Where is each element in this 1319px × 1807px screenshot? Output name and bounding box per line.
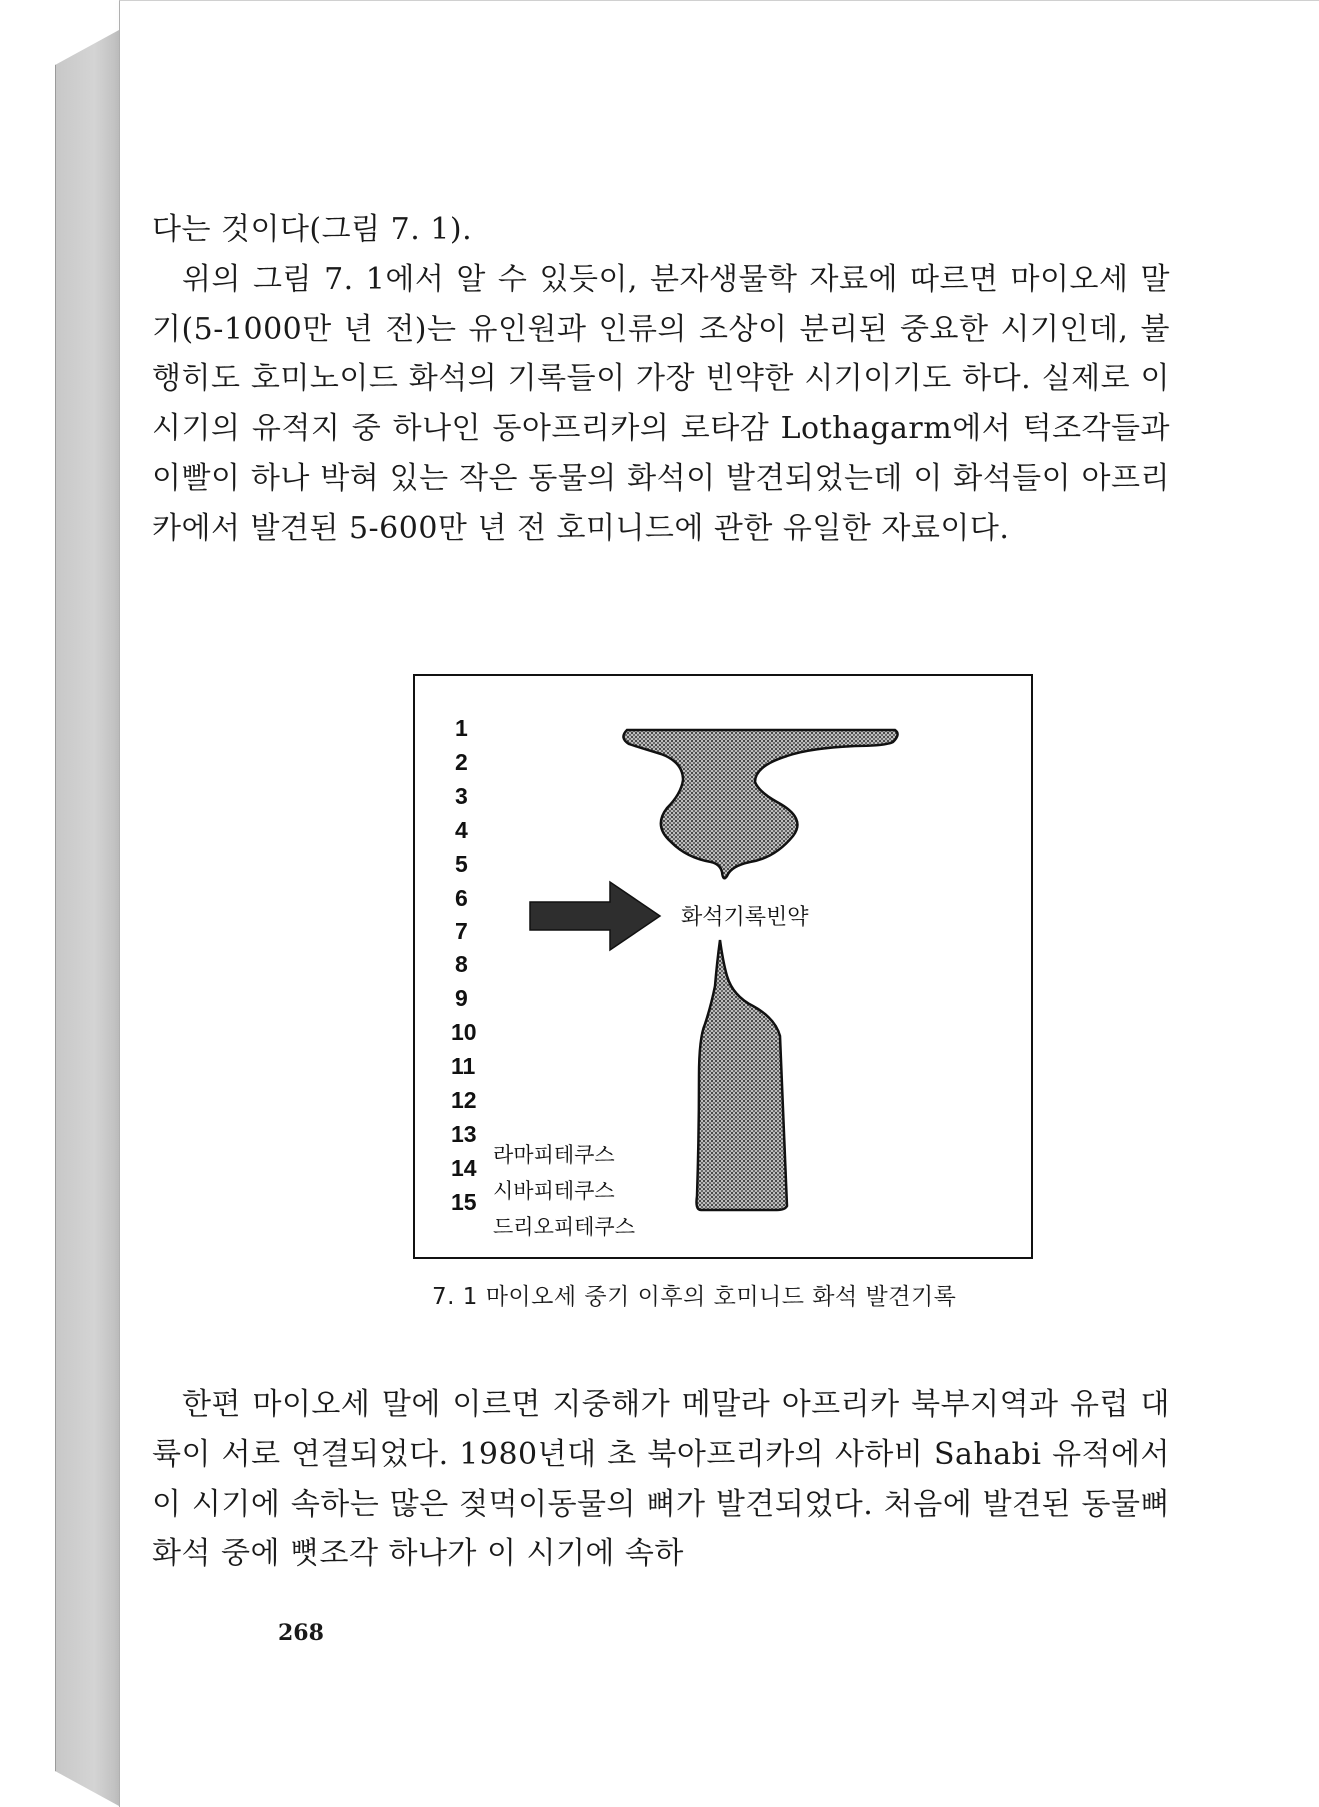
- scale-label: 13: [451, 1121, 477, 1147]
- figure-caption: 7. 1 마이오세 중기 이후의 호미니드 화석 발견기록: [432, 1284, 957, 1310]
- book-spine: [55, 30, 120, 1806]
- paragraph: 위의 그림 7. 1에서 알 수 있듯이, 분자생물학 자료에 따르면 마이오세 말기(5-1000만 년 전)는 유인원과 인류의 조상이 분리된 중요한 시기인데, 불행히도 호미노이드 화석의 기록들이 가장 빈약한 시기이기도 하다. 실제로 이 시기의 유적지 중 하나인 동아프리카의 로타감 Lothagarm에서 턱조각들과 이빨이 하나 박혀 있는 작은 동물의 화석이 발견되었는데 이 화석들이 아프리카에서 발견된 5-600만 년 전 호미니드에 관한 유일한 자료이다.: [152, 261, 1170, 546]
- bottom-text-block: [152, 1380, 1170, 1579]
- scale-label: 15: [451, 1189, 477, 1215]
- scale-label: 7: [455, 918, 468, 944]
- species-label: 라마피테쿠스: [493, 1143, 615, 1167]
- scale-label: 10: [451, 1019, 477, 1045]
- top-text-block: [152, 205, 1170, 554]
- upper-record-shape: [623, 730, 897, 878]
- scale-label: 6: [455, 885, 468, 911]
- scale-label: 9: [455, 985, 468, 1011]
- scale-label: 5: [455, 851, 468, 877]
- scale-label: 2: [455, 749, 468, 775]
- species-label: 시바피테쿠스: [493, 1179, 615, 1203]
- figure-diagram: [415, 676, 1031, 1257]
- arrow-label: 화석기록빈약: [681, 905, 809, 930]
- species-label: 드리오피테쿠스: [493, 1215, 636, 1239]
- scale-label: 11: [451, 1053, 476, 1079]
- paragraph: 한편 마이오세 말에 이르면 지중해가 메말라 아프리카 북부지역과 유럽 대륙이 서로 연결되었다. 1980년대 초 북아프리카의 사하비 Sahabi 유적에서 이 시기에 속하는 많은 젖먹이동물의 뼈가 발견되었다. 처음에 발견된 동물뼈 화석 중에 뼛조각 하나가 이 시기에 속하: [152, 1387, 1170, 1572]
- paragraph-continuation: 다는 것이다(그림 7. 1).: [152, 212, 473, 247]
- scale-label: 12: [451, 1087, 477, 1113]
- arrow-icon: [530, 882, 660, 950]
- page-number: 268: [278, 1620, 324, 1646]
- lower-record-shape: [697, 940, 788, 1210]
- scale-label: 14: [451, 1155, 477, 1181]
- scale-label: 3: [455, 783, 468, 809]
- figure-7-1: [413, 674, 1033, 1259]
- scale-label: 1: [455, 715, 468, 741]
- scale-label: 8: [455, 951, 468, 977]
- scale-label: 4: [455, 817, 468, 843]
